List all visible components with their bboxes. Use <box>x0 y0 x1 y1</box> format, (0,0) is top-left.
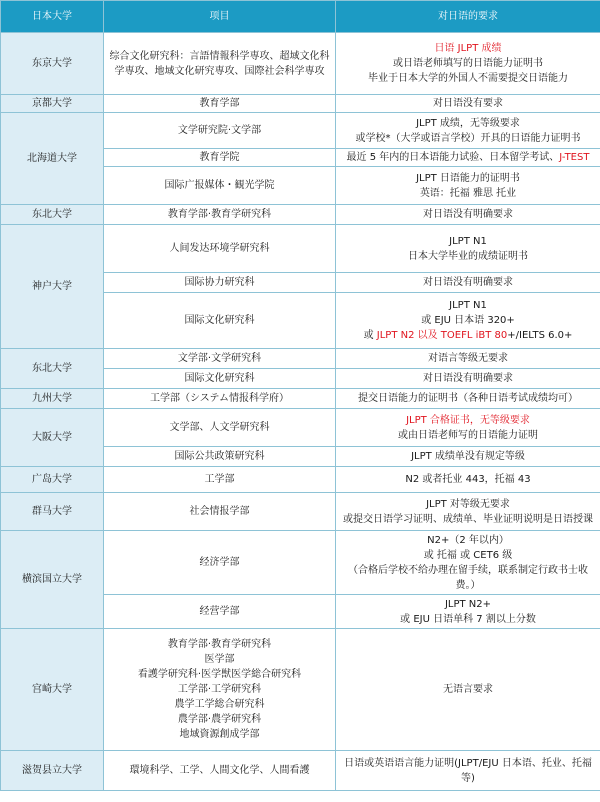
program-line: 经营学部 <box>199 606 240 617</box>
requirement-cell <box>336 447 600 467</box>
program-line: 经济学部 <box>199 557 240 568</box>
requirement-line: 提交日语能力的证明书（各种日语考试成绩均可） <box>358 393 578 404</box>
table-row <box>1 205 600 225</box>
program-cell <box>104 751 336 791</box>
table-row <box>1 389 600 409</box>
program-line: 農学部·農学研究科 <box>177 714 262 725</box>
program-cell <box>104 493 336 531</box>
program-line: 工学部（システム情报科学府） <box>150 393 289 404</box>
requirement-line: 或 EJU 日本语 320+ <box>421 315 515 326</box>
requirement-cell <box>336 751 600 791</box>
requirement-line: JLPT 合格证书，无等级要求 <box>406 414 530 426</box>
program-line: 医学部 <box>204 654 235 665</box>
university-cell: 东北大学 <box>1 349 104 389</box>
program-line: 教育学院 <box>199 152 240 163</box>
program-line: 看護学研究科·医学獣医学総合研究科 <box>137 669 302 680</box>
requirement-line: 或提交日语学习证明、成绩单、毕业证明说明是日语授课 <box>343 513 593 525</box>
university-cell: 滋贺县立大学 <box>1 751 104 791</box>
requirement-cell <box>336 95 600 113</box>
highlighted-text: J-TEST <box>559 152 590 163</box>
requirement-cell <box>336 33 600 95</box>
requirement-text: +/IELTS 6.0+ <box>507 330 573 341</box>
requirement-line: 或日语老师填写的日语能力证明书 <box>393 58 543 69</box>
university-cell: 神户大学 <box>1 225 104 349</box>
requirement-text: 最近 5 年内的日本语能力试验、日本留学考试、 <box>346 152 560 163</box>
program-cell <box>104 595 336 629</box>
university-cell: 九州大学 <box>1 389 104 409</box>
requirement-cell <box>336 595 600 629</box>
requirement-line: 或学校*（大学或语言学校）开具的日语能力证明书 <box>355 132 581 144</box>
program-cell <box>104 273 336 293</box>
requirement-line: 对日语没有明确要求 <box>423 209 513 220</box>
requirement-line: 英语：托福 雅思 托业 <box>419 187 517 199</box>
requirement-cell <box>336 149 600 167</box>
table-row <box>1 751 600 791</box>
table-row <box>1 493 600 531</box>
program-cell <box>104 629 336 751</box>
university-cell: 广岛大学 <box>1 467 104 493</box>
requirement-line: 无语言要求 <box>443 684 493 695</box>
university-cell: 京都大学 <box>1 95 104 113</box>
university-cell: 横滨国立大学 <box>1 531 104 629</box>
requirement-text: 或 <box>363 330 377 341</box>
requirement-line: JLPT N1 <box>449 300 487 311</box>
program-cell <box>104 113 336 149</box>
program-cell <box>104 33 336 95</box>
table-row <box>1 409 600 447</box>
program-cell <box>104 205 336 225</box>
header-requirement: 对日语的要求 <box>336 1 600 33</box>
program-line: 農学工学総合研究科 <box>174 699 265 710</box>
requirement-cell <box>336 225 600 273</box>
program-line: 文学部·文学研究科 <box>177 353 262 364</box>
header-university: 日本大学 <box>1 1 104 33</box>
program-line: 国际协力研究科 <box>184 277 255 288</box>
requirement-line: 对语言等级无要求 <box>428 353 508 364</box>
requirement-line: N2 或者托业 443，托福 43 <box>405 474 531 485</box>
requirement-line: 对日语没有明确要求 <box>423 373 513 384</box>
requirement-cell <box>336 167 600 205</box>
program-line: 国际广报媒体・観光学院 <box>164 180 275 191</box>
requirement-line <box>340 150 596 165</box>
table-row <box>1 113 600 149</box>
program-cell <box>104 95 336 113</box>
program-cell <box>104 369 336 389</box>
requirement-line: 毕业于日本大学的外国人不需要提交日语能力 <box>368 73 568 84</box>
program-cell <box>104 447 336 467</box>
requirement-cell <box>336 349 600 369</box>
table-row <box>1 467 600 493</box>
requirement-cell <box>336 409 600 447</box>
requirement-cell <box>336 113 600 149</box>
program-line: 地域資源創成学部 <box>179 729 260 740</box>
program-cell <box>104 467 336 493</box>
requirement-cell <box>336 467 600 493</box>
requirement-line: 日语或英语语言能力证明(JLPT/EJU 日本语、托业、托福等) <box>344 757 592 784</box>
requirement-line <box>340 328 596 343</box>
program-line: 文学研究院·文学部 <box>177 125 262 136</box>
requirement-line: JLPT 对等级无要求 <box>426 498 510 510</box>
table-row <box>1 349 600 369</box>
requirement-line: 或由日语老师写的日语能力证明 <box>398 429 538 441</box>
program-cell <box>104 409 336 447</box>
requirement-line: N2+（2 年以内） <box>427 534 509 546</box>
program-line: 環境科学、工学、人間文化学、人間看護 <box>129 765 310 776</box>
requirement-line: 日语 JLPT 成绩 <box>434 43 502 54</box>
program-line: 社会情报学部 <box>189 506 250 517</box>
header-program: 项目 <box>104 1 336 33</box>
program-cell <box>104 389 336 409</box>
program-line: 教育学部·教育学研究科 <box>167 209 272 220</box>
table-row <box>1 33 600 95</box>
requirement-cell <box>336 493 600 531</box>
requirement-line: （合格后学校不给办理在留手续，联系制定行政书士收费。） <box>348 564 588 591</box>
program-line: 教育学部 <box>199 98 240 109</box>
program-line: 人间发达环境学研究科 <box>169 243 270 254</box>
program-line: 国际公共政策研究科 <box>174 451 265 462</box>
requirement-line: JLPT 成绩单没有规定等级 <box>411 451 525 462</box>
requirement-line: JLPT 日语能力的证明书 <box>416 172 520 184</box>
program-line: 综合文化研究科：言語情報科学専攻、超域文化科学専攻、地域文化研究専攻、国際社会科学専攻 <box>109 50 330 77</box>
requirement-cell <box>336 205 600 225</box>
university-cell: 东北大学 <box>1 205 104 225</box>
requirement-cell <box>336 629 600 751</box>
requirement-line: 对日语没有要求 <box>433 98 503 109</box>
requirement-line: 对日语没有明确要求 <box>423 277 513 288</box>
university-cell: 宫崎大学 <box>1 629 104 751</box>
requirement-cell <box>336 389 600 409</box>
university-cell: 大阪大学 <box>1 409 104 467</box>
requirement-cell <box>336 369 600 389</box>
university-cell: 北海道大学 <box>1 113 104 205</box>
table-body <box>1 33 600 791</box>
program-line: 国际文化研究科 <box>184 315 255 326</box>
table-row <box>1 531 600 595</box>
requirement-line: 或 托福 或 CET6 级 <box>423 549 513 561</box>
program-line: 工学部 <box>204 474 235 485</box>
program-cell <box>104 531 336 595</box>
program-cell <box>104 167 336 205</box>
program-cell <box>104 293 336 349</box>
requirement-cell <box>336 273 600 293</box>
requirement-line: JLPT 成绩，无等级要求 <box>416 117 520 129</box>
university-cell: 东京大学 <box>1 33 104 95</box>
requirement-line: 或 EJU 日语单科 7 割以上分数 <box>400 613 536 625</box>
requirement-line: JLPT N1 <box>449 235 487 247</box>
program-cell <box>104 349 336 369</box>
requirement-cell <box>336 293 600 349</box>
requirement-line: JLPT N2+ <box>444 598 492 610</box>
program-cell <box>104 149 336 167</box>
program-line: 工学部·工学研究科 <box>177 684 262 695</box>
program-line: 国际文化研究科 <box>184 373 255 384</box>
program-line: 文学部、人文学研究科 <box>169 422 270 433</box>
table-row <box>1 225 600 273</box>
header-row <box>1 1 600 33</box>
requirement-line: 日本大学毕业的成绩证明书 <box>408 250 528 262</box>
university-cell: 群马大学 <box>1 493 104 531</box>
table-row <box>1 629 600 751</box>
requirement-cell <box>336 531 600 595</box>
program-line: 教育学部·教育学研究科 <box>167 639 272 650</box>
program-cell <box>104 225 336 273</box>
highlighted-text: JLPT N2 以及 TOEFL iBT 80 <box>376 330 508 341</box>
table-row <box>1 95 600 113</box>
